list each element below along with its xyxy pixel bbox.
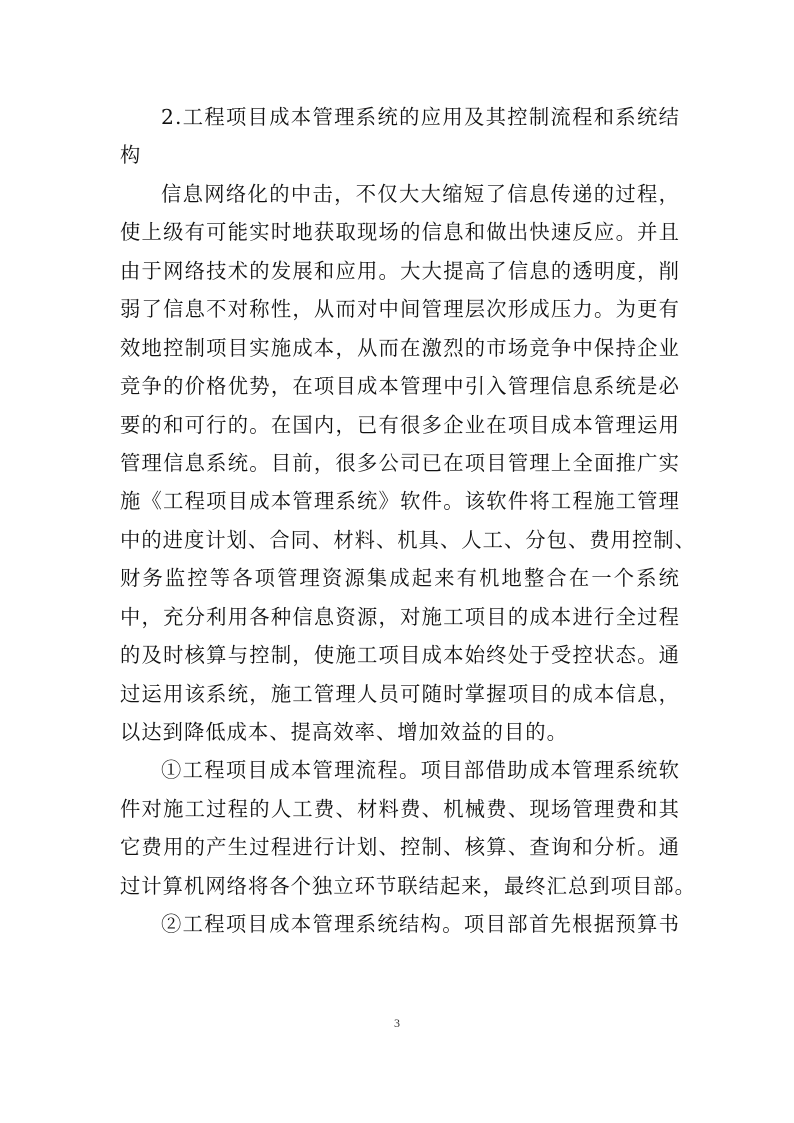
paragraph-line: 效地控制项目实施成本，从而在激烈的市场竞争中保持企业	[120, 335, 680, 360]
paragraph-line: ②工程项目成本管理系统结构。项目部首先根据预算书	[161, 912, 680, 937]
paragraph-line: 过运用该系统，施工管理人员可随时掌握项目的成本信息，	[120, 681, 680, 706]
paragraph-line: 竞争的价格优势，在项目成本管理中引入管理信息系统是必	[120, 374, 680, 399]
paragraph-line: 信息网络化的中击，不仅大大缩短了信息传递的过程，	[161, 181, 680, 206]
paragraph-line: 要的和可行的。在国内，已有很多企业在项目成本管理运用	[120, 412, 680, 437]
section-heading-line-2: 构	[120, 143, 142, 168]
paragraph-line: 管理信息系统。目前，很多公司已在项目管理上全面推广实	[120, 450, 680, 475]
paragraph-line: 它费用的产生过程进行计划、控制、核算、查询和分析。通	[120, 835, 680, 860]
paragraph-line-last: 以达到降低成本、提高效率、增加效益的目的。	[120, 720, 568, 744]
paragraph-line: 弱了信息不对称性，从而对中间管理层次形成压力。为更有	[120, 297, 680, 322]
paragraph-line: 财务监控等各项管理资源集成起来有机地整合在一个系统	[120, 566, 680, 591]
paragraph-line: 中的进度计划、合同、材料、机具、人工、分包、费用控制、	[120, 527, 696, 552]
paragraph-line: 件对施工过程的人工费、材料费、机械费、现场管理费和其	[120, 796, 680, 821]
paragraph-line: 的及时核算与控制，使施工项目成本始终处于受控状态。通	[120, 643, 680, 668]
paragraph-line: 由于网络技术的发展和应用。大大提高了信息的透明度，削	[120, 258, 680, 283]
document-body	[120, 98, 696, 944]
paragraph-line: 使上级有可能实时地获取现场的信息和做出快速反应。并且	[120, 220, 680, 245]
page-number: 3	[394, 1016, 400, 1030]
paragraph-line-last: 过计算机网络将各个独立环节联结起来，最终汇总到项目部。	[120, 873, 696, 898]
section-heading-line-1: 2.工程项目成本管理系统的应用及其控制流程和系统结	[161, 105, 680, 129]
paragraph-line: 施《工程项目成本管理系统》软件。该软件将工程施工管理	[120, 489, 680, 514]
paragraph-line: 中，充分利用各种信息资源，对施工项目的成本进行全过程	[120, 604, 680, 629]
paragraph-line: ①工程项目成本管理流程。项目部借助成本管理系统软	[161, 758, 680, 783]
